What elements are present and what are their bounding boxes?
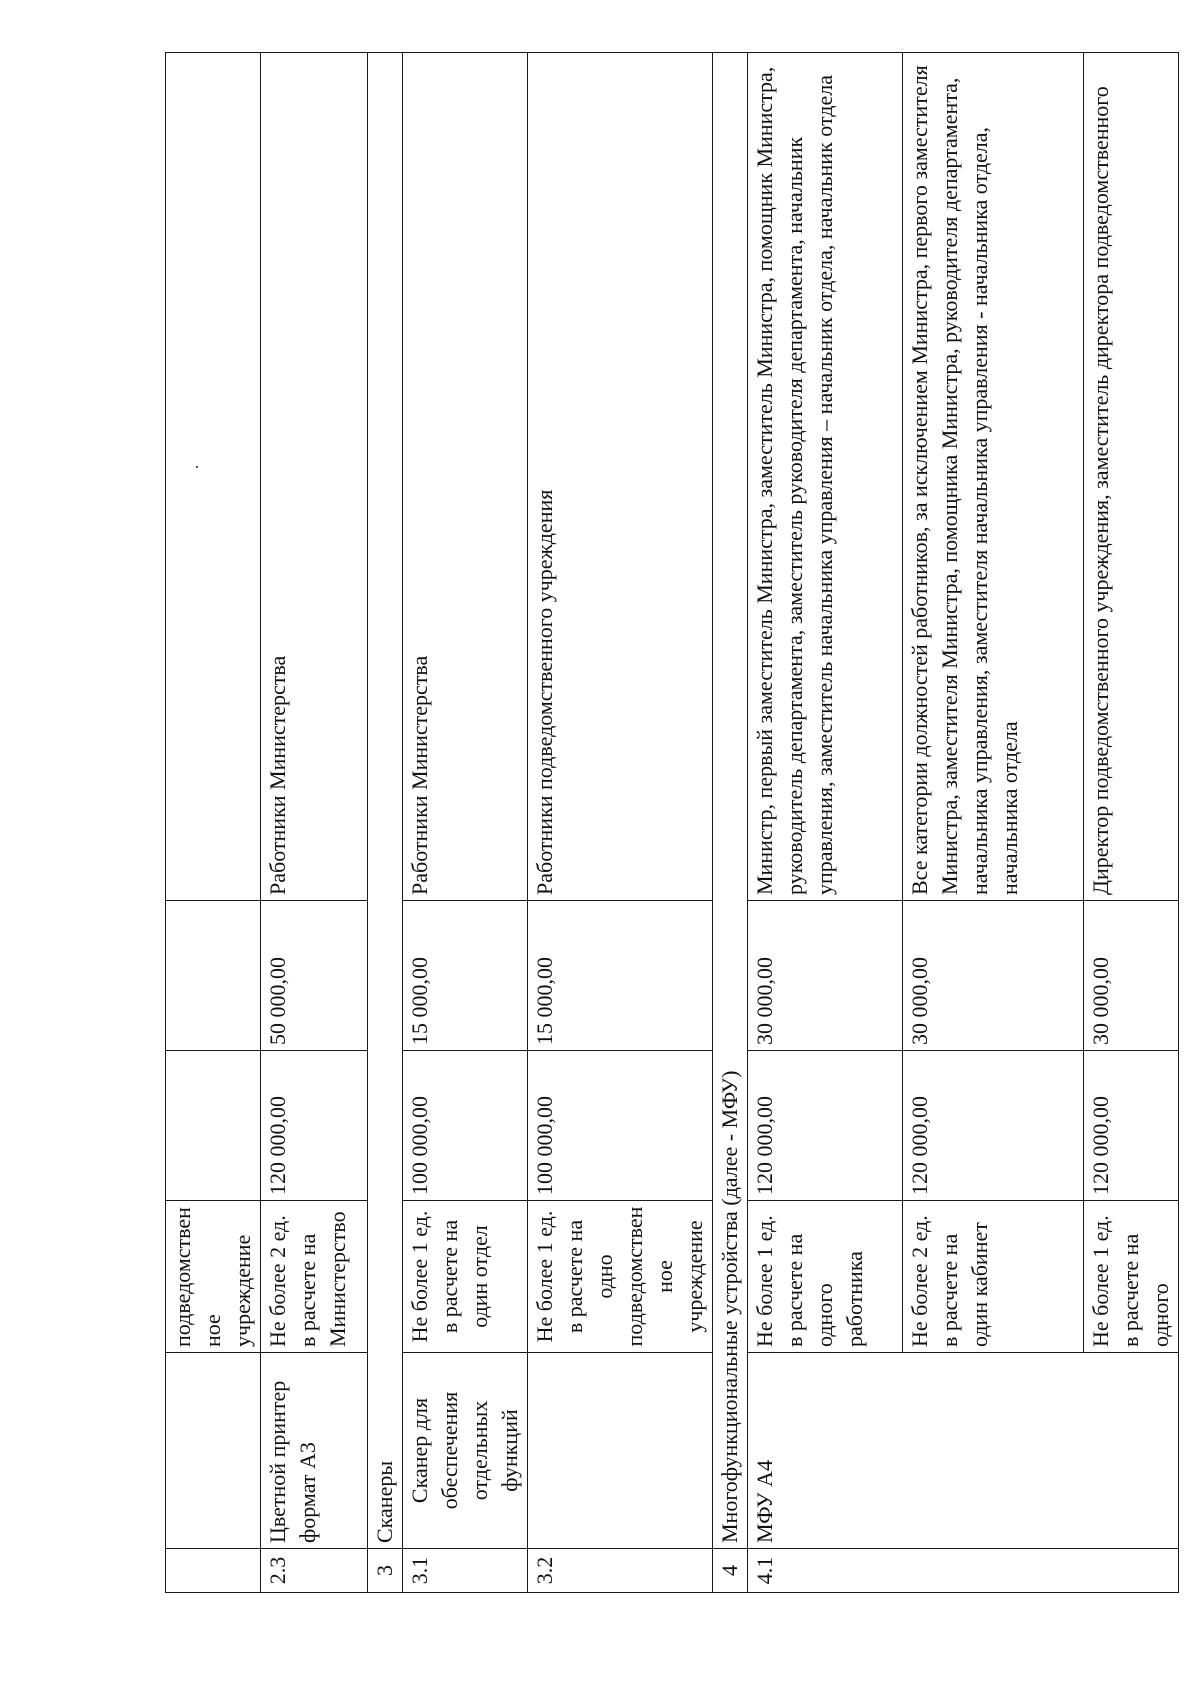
cell-service-price: 30 000,00 xyxy=(748,901,903,1051)
cell-quantity: Не более 2 ед. в расчете на Министерство xyxy=(261,1201,368,1353)
cell-number: 4 xyxy=(713,1549,748,1593)
cell-quantity: Не более 1 ед. в расчете на один отдел xyxy=(403,1201,528,1353)
table-row xyxy=(166,53,261,1593)
cell-name: Сканер для обеспечения отдельных функций xyxy=(403,1353,528,1549)
cell-category xyxy=(166,53,261,901)
cell-number: 3.1 xyxy=(403,1549,528,1593)
cell-service-price: 50 000,00 xyxy=(261,901,368,1051)
cell-name xyxy=(528,1353,713,1549)
table-row xyxy=(528,53,713,1593)
equipment-norms-table xyxy=(165,52,1179,1593)
cell-service-price xyxy=(166,901,261,1051)
cell-category: Работники подведомственного учреждения xyxy=(528,53,713,901)
cell-quantity: Не более 2 ед. в расчете на один кабинет xyxy=(903,1201,1084,1353)
cell-category: Директор подведомственного учреждения, заместитель директора подведомственного xyxy=(1084,53,1179,901)
cell-service-price: 30 000,00 xyxy=(1084,901,1179,1051)
cell-number: 3.2 xyxy=(528,1549,713,1593)
cell-number: 4.1 xyxy=(748,1549,1179,1593)
cell-category: Министр, первый заместитель Министра, заместитель Министра, помощник Министра, руководитель департамента, заместитель руководителя департамента, начальник управления, заместитель начальника управления – начальник отдела, начальник отдела xyxy=(748,53,903,901)
rotated-table-page xyxy=(165,53,1173,1593)
section-title: Сканеры xyxy=(368,53,403,1549)
cell-service-price: 30 000,00 xyxy=(903,901,1084,1051)
table-row xyxy=(261,53,368,1593)
cell-name: Цветной принтер формат А3 xyxy=(261,1353,368,1549)
table-row xyxy=(748,53,903,1593)
cell-name xyxy=(166,1353,261,1549)
section-title: Многофункциональные устройства (далее - МФУ) xyxy=(713,53,748,1549)
cell-price: 120 000,00 xyxy=(903,1051,1084,1201)
cell-price: 100 000,00 xyxy=(528,1051,713,1201)
cell-quantity: подведомственное учреждение xyxy=(166,1201,261,1353)
cell-price xyxy=(166,1051,261,1201)
section-row xyxy=(368,53,403,1593)
cell-price: 120 000,00 xyxy=(261,1051,368,1201)
cell-category: Работники Министерства xyxy=(261,53,368,901)
cell-service-price: 15 000,00 xyxy=(403,901,528,1051)
cell-quantity: Не более 1 ед. в расчете на одного работника xyxy=(748,1201,903,1353)
cell-category: Работники Министерства xyxy=(403,53,528,901)
cell-name: МФУ А4 xyxy=(748,1353,1179,1549)
cell-service-price: 15 000,00 xyxy=(528,901,713,1051)
section-row xyxy=(713,53,748,1593)
table-row xyxy=(403,53,528,1593)
cell-price: 100 000,00 xyxy=(403,1051,528,1201)
cell-number xyxy=(166,1549,261,1593)
scan-speck xyxy=(196,466,198,468)
cell-number: 3 xyxy=(368,1549,403,1593)
cell-quantity: Не более 1 ед. в расчете на одно подведомственное учреждение xyxy=(528,1201,713,1353)
cell-number: 2.3 xyxy=(261,1549,368,1593)
cell-category: Все категории должностей работников, за исключением Министра, первого заместителя Министра, заместителя Министра, помощника Министра, руководителя департамента, начальника управления, заместителя начальника управления - начальника отдела, начальника отдела xyxy=(903,53,1084,901)
cell-price: 120 000,00 xyxy=(1084,1051,1179,1201)
cell-price: 120 000,00 xyxy=(748,1051,903,1201)
cell-quantity: Не более 1 ед. в расчете на одного xyxy=(1084,1201,1179,1353)
